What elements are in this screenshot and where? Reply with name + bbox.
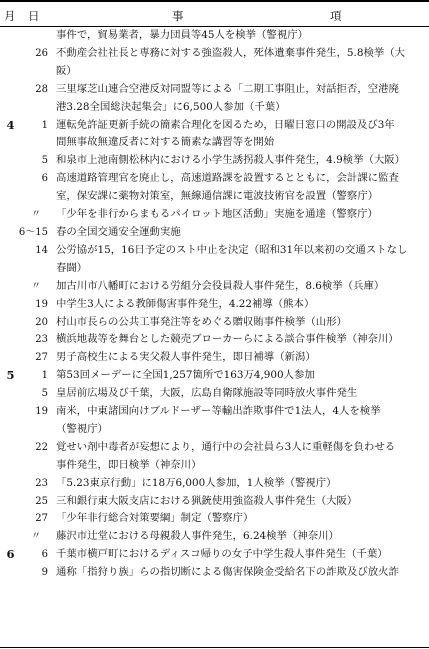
row-event-text-continued: 間無事故無違反者に対する簡素な講習等を開始 bbox=[56, 136, 275, 149]
table-row bbox=[0, 403, 429, 439]
row-day: 25 bbox=[35, 495, 48, 507]
table-row bbox=[0, 278, 429, 296]
row-day: 9 bbox=[41, 567, 48, 579]
row-event-text: 三里塚芝山連合空港反対同盟等による「二期工事阻止，対話拒否，空港廃 bbox=[56, 82, 399, 95]
table-row bbox=[0, 242, 429, 278]
header-day: 日 bbox=[28, 9, 40, 23]
table-header bbox=[0, 0, 429, 27]
row-day: 19 bbox=[35, 406, 48, 418]
row-day: 27 bbox=[35, 352, 48, 364]
row-month: 6 bbox=[6, 547, 15, 562]
row-day: 5 bbox=[41, 155, 48, 167]
row-day: 23 bbox=[35, 477, 48, 489]
row-event-text-continued: 事件発生，即日検挙（神奈川） bbox=[56, 458, 202, 471]
table-row bbox=[0, 45, 429, 81]
table-row bbox=[0, 314, 429, 332]
table-row bbox=[0, 331, 429, 349]
row-event-text: 南米，中東諸国向けブルドーザー等輸出詐欺事件で1法人，4人を検挙 bbox=[56, 405, 381, 418]
row-event-text: 三和銀行東大阪支店における猟銃使用強盗殺人事件発生（大阪） bbox=[56, 494, 358, 507]
row-day: 1 bbox=[41, 119, 48, 131]
row-day: 〃 bbox=[31, 531, 41, 543]
row-event-text: 高速道路管理官を廃止し，高速道路課を設置するとともに，会計課に監査 bbox=[56, 172, 399, 185]
row-month: 4 bbox=[6, 117, 15, 132]
row-day: 27 bbox=[35, 513, 48, 525]
table-row bbox=[0, 117, 429, 153]
table-row bbox=[0, 439, 429, 475]
table-row bbox=[0, 367, 429, 385]
row-event-text: 覚せい剤中毒者が妄想により，通行中の会社員ら3人に重軽傷を負わせる bbox=[56, 440, 396, 453]
table-row bbox=[0, 475, 429, 493]
table-row bbox=[0, 152, 429, 170]
row-day: 〃 bbox=[31, 280, 41, 292]
row-event-text-continued: 室，保安課に薬物対策室，無線通信課に電波技術官を設置（警察庁） bbox=[56, 190, 379, 203]
table-row bbox=[0, 546, 429, 564]
row-event-text: 運転免許証更新手続の簡素合理化を図るため，日曜日窓口の開設及び3年 bbox=[56, 118, 395, 131]
row-event-text: 「少年を非行からまもるパイロット地区活動」実施を通達（警察庁） bbox=[56, 208, 378, 221]
table-row bbox=[0, 170, 429, 206]
table-row bbox=[0, 206, 429, 224]
row-day: 19 bbox=[35, 298, 48, 310]
row-day: 5 bbox=[41, 388, 48, 400]
row-event-text: 皇居前広場及び千葉，大阪，広島自衛隊施設等同時放火事件発生 bbox=[56, 387, 358, 400]
table-row bbox=[0, 564, 429, 582]
row-day: 6～15 bbox=[18, 226, 48, 238]
row-event-text: 中学生3人による教師傷害事件発生，4.22補導（熊本） bbox=[56, 297, 315, 310]
header-ji: 事 bbox=[172, 9, 184, 23]
row-day: 26 bbox=[35, 47, 48, 59]
row-event-text: 春の全国交通安全運動実施 bbox=[56, 225, 181, 238]
row-event-text: 男子高校生による実父殺人事件発生，即日補導（新潟） bbox=[56, 351, 316, 364]
row-event-text: 事件で，貿易業者，暴力団員等45人を検挙（警視庁） bbox=[56, 29, 308, 41]
row-event-text: 公労協が15，16日予定のスト中止を決定（昭和31年以来初の交通ストなし bbox=[56, 243, 408, 256]
row-event-text: 加古川市八幡町における労組分会役員殺人事件発生，8.6検挙（兵庫） bbox=[56, 279, 385, 292]
table-row bbox=[0, 349, 429, 367]
row-day: 〃 bbox=[31, 209, 41, 221]
row-event-text-continued: 阪） bbox=[56, 64, 77, 77]
table-row bbox=[0, 224, 429, 242]
row-event-text: 村山市長らの公共工事発注等をめぐる贈収賄事件検挙（山形） bbox=[56, 315, 347, 328]
table-row bbox=[0, 493, 429, 511]
row-event-text: 通称「指狩り族」らの指切断による傷害保険金受給名下の詐欺及び放火詐 bbox=[56, 566, 399, 579]
table-bottom-rule bbox=[0, 647, 429, 648]
table-row bbox=[0, 81, 429, 117]
row-day: 1 bbox=[41, 370, 48, 382]
header-month: 月 bbox=[4, 9, 16, 23]
table-row bbox=[0, 27, 429, 45]
row-event-text: 不動産会社社長と専務に対する強盗殺人，死体遺棄事件発生，5.8検挙（大 bbox=[56, 46, 406, 59]
row-day: 22 bbox=[35, 441, 48, 453]
row-event-text: 横浜地裁等を舞台とした競売ブローカーらによる談合事件検挙（神奈川） bbox=[56, 333, 399, 346]
row-event-text: 和泉市上池南側松林内における小学生誘拐殺人事件発生，4.9検挙（大阪） bbox=[56, 154, 406, 167]
table-row bbox=[0, 528, 429, 546]
row-event-text: 千葉市横戸町におけるディスコ帰りの女子中学生殺人事件発生（千葉） bbox=[56, 548, 388, 561]
row-event-text: 第53回メーデーに全国1,257箇所で163万4,900人参加 bbox=[56, 369, 315, 382]
table-row bbox=[0, 510, 429, 528]
header-kou: 項 bbox=[330, 9, 342, 23]
row-event-text: 「少年非行総合対策要綱」制定（警察庁） bbox=[56, 512, 254, 525]
row-day: 6 bbox=[41, 549, 48, 561]
row-event-text: 「5.23東京行動」に18万6,000人参加，1人検挙（警視庁） bbox=[56, 476, 337, 489]
row-event-text-continued: 春闘） bbox=[56, 261, 88, 274]
row-day: 14 bbox=[35, 244, 48, 256]
row-day: 28 bbox=[35, 83, 48, 95]
table-body bbox=[0, 27, 429, 582]
table-row bbox=[0, 296, 429, 314]
row-event-text-continued: 港3.28全国総決起集会」に6,500人参加（千葉） bbox=[56, 100, 286, 113]
table-row bbox=[0, 385, 429, 403]
row-day: 6 bbox=[41, 173, 48, 185]
row-day: 20 bbox=[35, 316, 48, 328]
row-day: 23 bbox=[35, 334, 48, 346]
row-event-text: 藤沢市辻堂における母親殺人事件発生，6.24検挙（神奈川） bbox=[56, 530, 339, 543]
row-month: 5 bbox=[6, 368, 15, 383]
row-event-text-continued: （警視庁） bbox=[56, 422, 108, 435]
